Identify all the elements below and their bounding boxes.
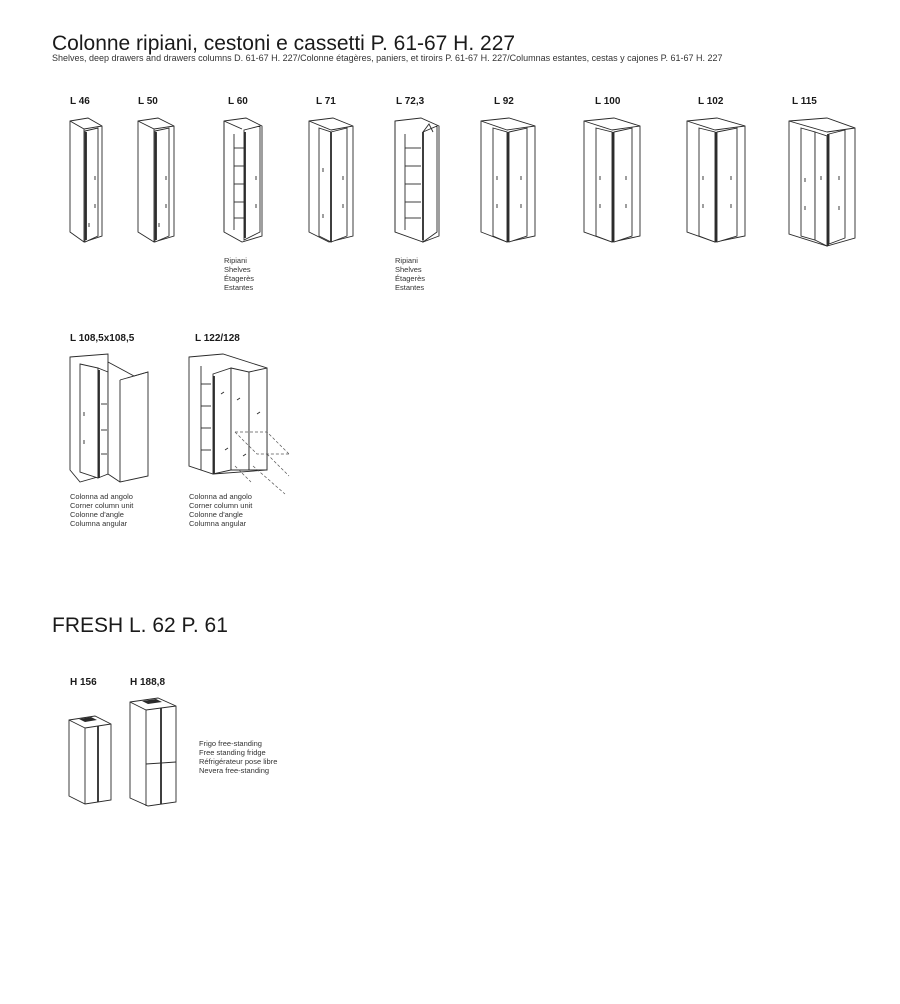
column-label-l92: L 92 [494, 96, 514, 107]
fridge-caption [199, 739, 277, 775]
caption-l108-5-line: Corner column unit [70, 501, 134, 510]
caption-l122-128 [189, 492, 252, 528]
corner-label-l108-5: L 108,5x108,5 [70, 333, 135, 344]
column-label-l72-3: L 72,3 [396, 96, 425, 107]
cabinet-l46-drawing [68, 118, 104, 244]
page-title: Colonne ripiani, cestoni e cassetti P. 61-67 H. 227 [52, 32, 516, 55]
caption-l122-128-line: Columna angular [189, 519, 247, 528]
fridge-caption-line: Nevera free-standing [199, 766, 270, 775]
cabinet-l92-drawing [479, 118, 537, 244]
caption-l122-128-line: Colonna ad angolo [189, 492, 252, 501]
caption-l60-line: Estantes [224, 283, 254, 292]
column-label-l50: L 50 [138, 96, 158, 107]
caption-l60-line: Ripiani [224, 256, 247, 265]
caption-l72-3 [395, 256, 425, 292]
cabinet-l72-3-drawing [393, 118, 441, 244]
fridge-caption-line: Réfrigérateur pose libre [199, 757, 278, 766]
cabinet-l115-drawing [787, 118, 857, 248]
caption-l60 [224, 256, 254, 292]
caption-l72-3-line: Estantes [395, 283, 425, 292]
cabinet-l102-drawing [685, 118, 747, 244]
cabinet-l50-drawing [136, 118, 176, 244]
fridge-h188-8-drawing [128, 696, 178, 808]
caption-l108-5-line: Colonne d'angle [70, 510, 124, 519]
caption-l72-3-line: Shelves [395, 265, 422, 274]
caption-l60-line: Étagerès [224, 274, 255, 283]
column-label-l100: L 100 [595, 96, 621, 107]
page-subtitle: Shelves, deep drawers and drawers columns D. 61-67 H. 227/Colonne étagères, paniers, et tiroirs P. 61-67 H. 227/Columnas estantes, cestas y cajones P. 61-67 H. 227 [52, 53, 723, 63]
column-label-l71: L 71 [316, 96, 336, 107]
cabinet-l60-drawing [222, 118, 264, 244]
caption-l108-5-line: Columna angular [70, 519, 128, 528]
caption-l122-128-line: Colonne d'angle [189, 510, 243, 519]
caption-l72-3-line: Ripiani [395, 256, 418, 265]
column-label-l102: L 102 [698, 96, 724, 107]
caption-l108-5 [70, 492, 133, 528]
column-label-l60: L 60 [228, 96, 248, 107]
caption-l72-3-line: Étagerès [395, 274, 426, 283]
column-label-l46: L 46 [70, 96, 90, 107]
column-label-l115: L 115 [792, 96, 817, 107]
caption-l122-128-line: Corner column unit [189, 501, 253, 510]
corner-label-l122-128: L 122/128 [195, 333, 240, 344]
corner-unit-l122-128-drawing [187, 354, 293, 498]
fridge-label-h188-8: H 188,8 [130, 677, 166, 688]
fridge-caption-line: Free standing fridge [199, 748, 266, 757]
cabinet-l100-drawing [582, 118, 642, 244]
fridge-caption-line: Frigo free-standing [199, 739, 262, 748]
caption-l108-5-line: Colonna ad angolo [70, 492, 133, 501]
fridge-label-h156: H 156 [70, 677, 97, 688]
fridge-h156-drawing [67, 714, 113, 806]
caption-l60-line: Shelves [224, 265, 251, 274]
corner-unit-l108-5-drawing [68, 354, 150, 486]
cabinet-l71-drawing [307, 118, 355, 244]
fresh-section-title: FRESH L. 62 P. 61 [52, 614, 228, 637]
